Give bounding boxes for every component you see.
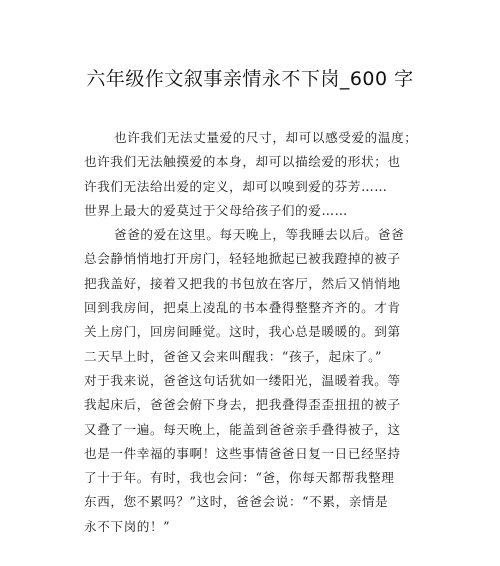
text-line: 也是一件幸福的事啊！这些事情爸爸日复一日已经坚持 [84, 445, 401, 461]
text-line: 把我盖好，接着又把我的书包放在客厅，然后又悄悄地 [84, 275, 401, 291]
text-line: 二天早上时，爸爸又会来叫醒我：“孩子，起床了。” [84, 348, 383, 364]
document-body [84, 126, 434, 539]
text-line: 对于我来说，爸爸这句话犹如一缕阳光，温暖着我。等 [84, 372, 401, 388]
text-line: 也许我们无法触摸爱的本身，却可以描绘爱的形状；也 [84, 154, 401, 170]
text-line: 也许我们无法丈量爱的尺寸，却可以感受爱的温度； [114, 130, 418, 145]
text-line: 又叠了一遍。每天晚上，能盖到爸爸亲手叠得被子，这 [84, 421, 401, 437]
text-line: 总会静悄悄地打开房门，轻轻地掀起已被我蹬掉的被子 [84, 251, 401, 267]
text-line: 了十于年。有时，我也会问：“爸，你每天都帮我整理 [84, 470, 395, 486]
text-line: 我起床后，爸爸会俯下身去，把我叠得歪歪扭扭的被子 [84, 397, 401, 413]
text-line: 永不下岗的！” [84, 518, 171, 534]
text-line: 关上房门，回房间睡觉。这时，我心总是暖暖的。到第 [84, 324, 401, 340]
text-line: 回到我房间，把桌上凌乱的书本叠得整整齐齐的。才肯 [84, 300, 401, 316]
text-line: 东西，您不累吗？”这时，爸爸会说：“不累，亲情是 [84, 494, 389, 510]
text-line: 爸爸的爱在这里。每天晚上，等我睡去以后。爸爸 [114, 227, 405, 243]
text-line: 世界上最大的爱莫过于父母给孩子们的爱…… [84, 202, 348, 218]
document-title: 六年级作文叙事亲情永不下岗_600 字 [86, 68, 414, 90]
text-line: 许我们无法给出爱的定义，却可以嗅到爱的芬芳…… [84, 178, 388, 194]
